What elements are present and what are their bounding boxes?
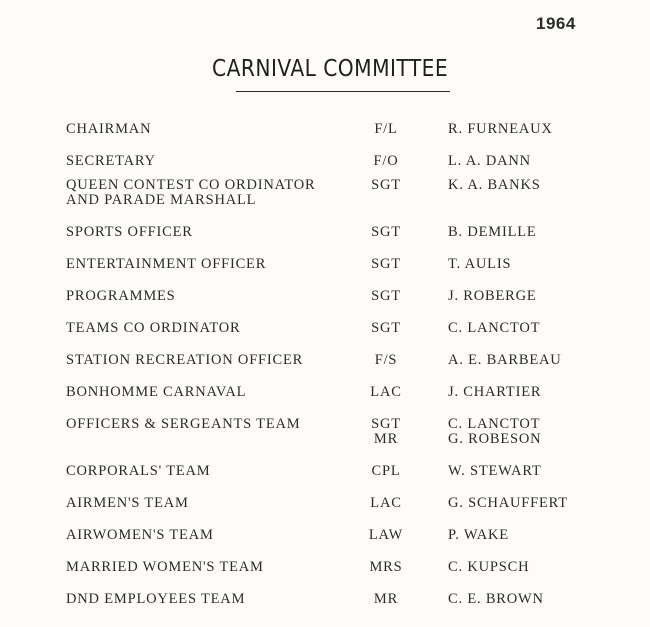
role: CHAIRMAN (66, 121, 152, 137)
title-underline (236, 91, 450, 92)
member-name: C. LANCTOT G. ROBESON (448, 416, 542, 447)
role: AIRMEN'S TEAM (66, 495, 189, 511)
year-label: 1964 (536, 14, 576, 33)
rank: LAW (368, 527, 404, 543)
rank: SGT (371, 288, 401, 304)
rank: LAC (370, 495, 402, 511)
rank: CPL (371, 463, 401, 479)
member-name: C. KUPSCH (448, 559, 530, 575)
role: AIRWOMEN'S TEAM (66, 527, 214, 543)
rank: SGT (371, 320, 401, 336)
rank: MRS (369, 559, 403, 575)
page-title: CARNIVAL COMMITTEE (212, 56, 449, 82)
role: ENTERTAINMENT OFFICER (66, 256, 267, 272)
role: SECRETARY (66, 153, 156, 169)
member-name: L. A. DANN (448, 153, 531, 169)
member-name: W. STEWART (448, 463, 542, 479)
role: BONHOMME CARNAVAL (66, 384, 247, 400)
member-name: J. ROBERGE (448, 288, 537, 304)
rank: LAC (370, 384, 402, 400)
member-name: B. DEMILLE (448, 224, 537, 240)
rank: F/L (374, 121, 398, 137)
role: PROGRAMMES (66, 288, 176, 304)
rank: F/O (373, 153, 399, 169)
role: TEAMS CO ORDINATOR (66, 320, 241, 336)
role: DND EMPLOYEES TEAM (66, 591, 246, 607)
rank: MR (373, 591, 399, 607)
rank: SGT (371, 256, 401, 272)
member-name: C. E. BROWN (448, 591, 544, 607)
member-name: R. FURNEAUX (448, 121, 553, 137)
role: CORPORALS' TEAM (66, 463, 211, 479)
rank: SGT (371, 177, 401, 193)
role: OFFICERS & SERGEANTS TEAM (66, 416, 301, 432)
member-name: K. A. BANKS (448, 177, 541, 193)
rank: SGT (371, 224, 401, 240)
role: SPORTS OFFICER (66, 224, 193, 240)
member-name: G. SCHAUFFERT (448, 495, 568, 511)
rank: F/S (374, 352, 398, 368)
rank: SGT MR (371, 416, 401, 447)
role: QUEEN CONTEST CO ORDINATOR AND PARADE MARSHALL (66, 177, 316, 208)
member-name: J. CHARTIER (448, 384, 542, 400)
member-name: C. LANCTOT (448, 320, 541, 336)
member-name: P. WAKE (448, 527, 509, 543)
member-name: A. E. BARBEAU (448, 352, 562, 368)
role: MARRIED WOMEN'S TEAM (66, 559, 264, 575)
role: STATION RECREATION OFFICER (66, 352, 304, 368)
member-name: T. AULIS (448, 256, 512, 272)
